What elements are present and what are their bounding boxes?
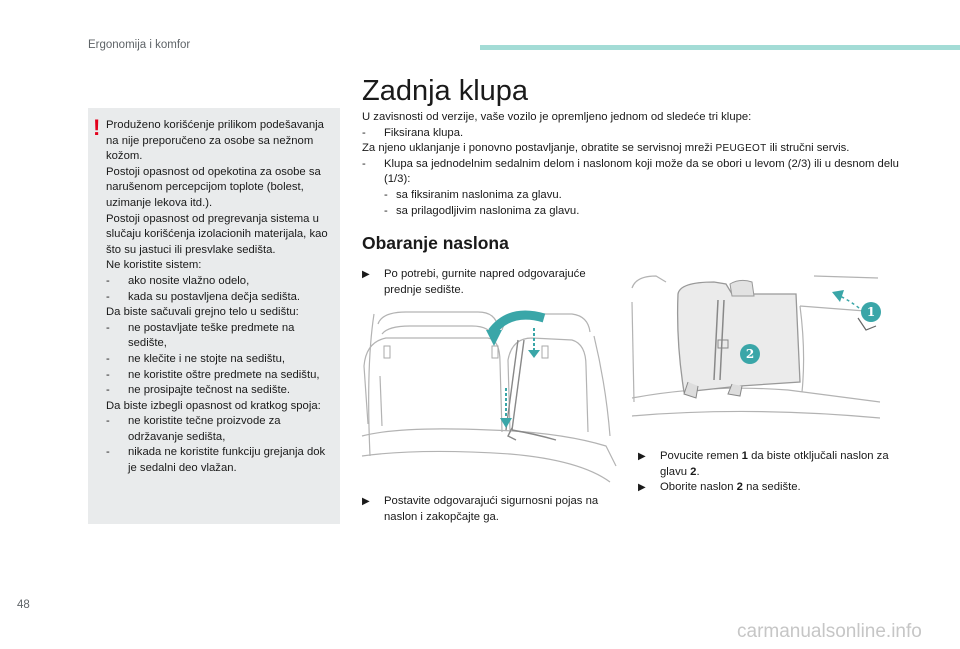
warning-box bbox=[88, 108, 340, 524]
warning-bullet: - ne postavljate teške predmete na sedište, bbox=[106, 321, 295, 350]
removal-note: Za njeno uklanjanje i ponovno postavljanje, obratite se servisnoj mreži PEUGEOT ili stručni servis. bbox=[362, 142, 850, 155]
step-2: ▶ Postavite odgovarajući sigurnosni pojas na naslon i zakopčajte ga. bbox=[362, 494, 618, 525]
header-title: Ergonomija i komfor bbox=[88, 39, 191, 51]
sub-option: - sa prilagodljivim naslonima za glavu. bbox=[384, 204, 580, 217]
step-arrow-icon: ▶ bbox=[638, 451, 646, 462]
warning-bullet: - ako nosite vlažno odelo, bbox=[106, 274, 250, 287]
folding-seat-illustration bbox=[628, 272, 884, 422]
brand-name: PEUGEOT bbox=[715, 143, 767, 155]
option-fixed: - Fiksirana klupa. bbox=[362, 126, 464, 139]
warning-text: Postoji opasnost od pregrevanja sistema u slučaju korišćenja izolacionih materijala, kao što su jastuci ili presvlake sedišta. bbox=[106, 212, 328, 256]
section-intro bbox=[362, 110, 902, 219]
step-arrow-icon: ▶ bbox=[362, 496, 370, 507]
warning-bullet: - kada su postavljena dečja sedišta. bbox=[106, 290, 301, 303]
header-accent-bar bbox=[480, 45, 960, 50]
warning-bullet: - ne koristite oštre predmete na sedištu, bbox=[106, 368, 320, 381]
warning-bullet: - ne klečite i ne stojte na sedištu, bbox=[106, 352, 285, 365]
callout-2: 2 bbox=[745, 347, 755, 361]
watermark: carmanualsonline.info bbox=[737, 621, 922, 642]
warning-text: Da biste sačuvali grejno telo u sedištu: bbox=[106, 306, 299, 319]
step-3: ▶ Povucite remen 1 da biste otključali naslon za glavu 2. bbox=[638, 449, 894, 480]
warning-text: Ne koristite sistem: bbox=[106, 259, 202, 272]
step-arrow-icon: ▶ bbox=[638, 482, 646, 493]
warning-bullet: - nikada ne koristite funkciju grejanja dok je sedalni deo vlažan. bbox=[106, 446, 326, 475]
sub-option: - sa fiksiranim naslonima za glavu. bbox=[384, 188, 562, 201]
exclamation-icon: ! bbox=[93, 115, 101, 140]
step-arrow-icon: ▶ bbox=[362, 269, 370, 280]
page-number: 48 bbox=[17, 599, 30, 611]
step-4: ▶ Oborite naslon 2 na sedište. bbox=[638, 480, 894, 496]
section-title: Zadnja klupa bbox=[362, 75, 529, 107]
callout-1: 1 bbox=[866, 305, 876, 319]
warning-bullet: - ne koristite tečne proizvode za održavanje sedišta, bbox=[106, 415, 281, 443]
subsection-title: Obaranje naslona bbox=[362, 233, 509, 253]
intro-text: U zavisnosti od verzije, vaše vozilo je opremljeno jednom od sledeće tri klupe: bbox=[362, 111, 752, 123]
option-split: - Klupa sa jednodelnim sedalnim delom i naslonom koji može da se obori u levom (2/3) ili u desnom delu (1/3): bbox=[362, 157, 899, 186]
warning-text: Produženo korišćenje prilikom podešavanja na nije preporučeno za osobe sa nežnom kožom. bbox=[106, 119, 324, 163]
warning-text: Postoji opasnost od opekotina za osobe sa narušenom percepcijom toplote (bolest, uzimanje lekova itd.). bbox=[106, 165, 321, 209]
step-1: ▶ Po potrebi, gurnite napred odgovarajuće prednje sedište. bbox=[362, 267, 612, 298]
warning-bullet: - ne prosipajte tečnost na sedište. bbox=[106, 384, 291, 397]
warning-text: Da biste izbegli opasnost od kratkog spoja: bbox=[106, 399, 321, 412]
seatbelt-illustration bbox=[360, 306, 618, 492]
